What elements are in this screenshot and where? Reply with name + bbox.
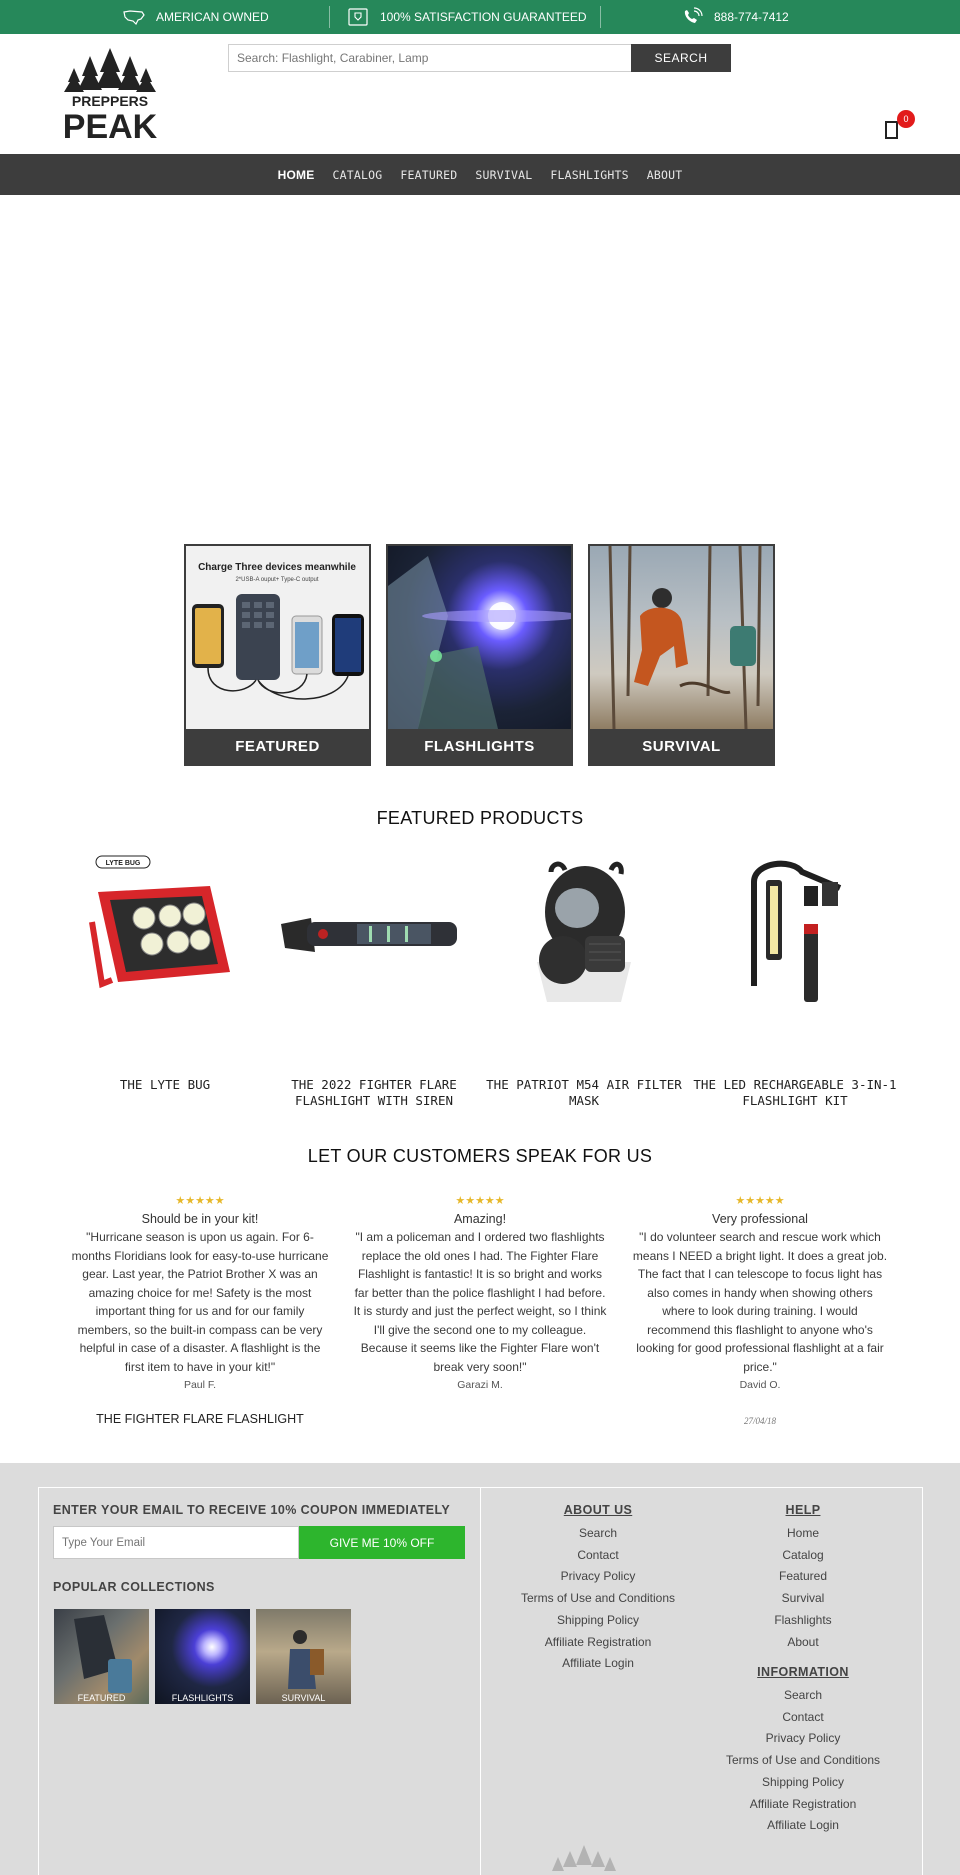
- guarantee-notice: [346, 0, 587, 34]
- email-signup-form: [53, 1526, 465, 1559]
- cart-count-badge: 0: [897, 110, 915, 128]
- review-text: "Hurricane season is upon us again. For 6-months Floridians look for easy-to-use hurricane gear. Last year, the Patriot Brother X was an amazing choice for me! Safety is the most important thing for us and for our family members, so the built-in compass can be very helpful in case of a disaster. A flashlight is the first item to have in your kit!": [71, 1230, 329, 1374]
- product-name[interactable]: THE LYTE BUG: [119, 1077, 211, 1092]
- lyte-bug-image[interactable]: [62, 852, 268, 1012]
- image-headline: Charge Three devices meanwhile: [198, 562, 356, 573]
- main-nav: [0, 154, 960, 195]
- collection-label: SURVIVAL: [281, 1693, 326, 1703]
- product-name[interactable]: THE LED RECHARGEABLE 3-IN-1 FLASHLIGHT KIT: [693, 1077, 897, 1108]
- email-coupon-heading: ENTER YOUR EMAIL TO RECEIVE 10% COUPON IMMEDIATELY: [53, 1503, 451, 1517]
- nav-item-flashlights[interactable]: FLASHLIGHTS: [550, 167, 629, 182]
- category-tile-featured[interactable]: [184, 544, 371, 766]
- reviewed-product-link[interactable]: THE FIGHTER FLARE FLASHLIGHT: [96, 1412, 304, 1426]
- category-tile-survival[interactable]: [588, 544, 775, 766]
- search-button[interactable]: SEARCH: [631, 44, 731, 72]
- footer-link-shipping[interactable]: Shipping Policy: [556, 1612, 640, 1627]
- topbar-divider: [600, 6, 601, 28]
- review-card: [350, 1194, 610, 1391]
- review-date: 27/04/18: [743, 1416, 776, 1426]
- topbar-divider: [329, 6, 330, 28]
- category-label: SURVIVAL: [642, 738, 721, 755]
- led-kit-image[interactable]: [692, 852, 898, 1012]
- star-rating: ★★★★★: [175, 1195, 225, 1207]
- review-title: Should be in your kit!: [141, 1212, 259, 1226]
- usa-map-icon: [122, 7, 146, 27]
- footer-link-privacy[interactable]: Privacy Policy: [560, 1569, 636, 1584]
- footer-link-contact[interactable]: Contact: [782, 1709, 824, 1724]
- review-text: "I am a policeman and I ordered two flashlights replace the old ones I had. The Fighter Flare Flashlight is fantastic! It is so bright and works far better than the police flashlight I had before. It is sturdy and just the perfect weight, so I think I'll give the second one to my colleague. Because it seems like the Fighter Flare won't break very soon!": [353, 1230, 607, 1374]
- footer-link-catalog[interactable]: Catalog: [782, 1547, 824, 1562]
- logo-text-top: PREPPERS: [71, 93, 149, 109]
- footer-link-affiliate-registration[interactable]: Affiliate Registration: [544, 1634, 652, 1649]
- hero-banner-area: [0, 195, 960, 535]
- information-links: [698, 1665, 908, 1837]
- footer-link-contact[interactable]: Contact: [577, 1547, 619, 1562]
- about-us-heading: ABOUT US: [563, 1503, 633, 1517]
- information-heading: INFORMATION: [757, 1665, 849, 1679]
- review-author: Paul F.: [183, 1379, 217, 1391]
- guarantee-text: 100% SATISFACTION GUARANTEED: [380, 10, 587, 24]
- brand-logo-text: LYTE BUG: [105, 860, 141, 867]
- footer-trees-logo: [546, 1845, 622, 1875]
- footer-link-featured[interactable]: Featured: [778, 1569, 828, 1584]
- collection-thumb-survival[interactable]: [256, 1609, 351, 1704]
- footer-link-terms[interactable]: Terms of Use and Conditions: [520, 1591, 676, 1606]
- review-title: Amazing!: [453, 1212, 507, 1226]
- phone-icon: [680, 7, 704, 27]
- footer-link-affiliate-registration[interactable]: Affiliate Registration: [749, 1796, 857, 1811]
- fighter-flare-image[interactable]: [271, 852, 477, 1012]
- footer-link-search[interactable]: Search: [578, 1526, 618, 1540]
- category-tile-flashlights[interactable]: [386, 544, 573, 766]
- survival-image: [590, 546, 773, 729]
- product-name[interactable]: THE 2022 FIGHTER FLARE FLASHLIGHT WITH SIREN: [291, 1077, 457, 1108]
- site-header: [0, 34, 960, 154]
- footer-link-shipping[interactable]: Shipping Policy: [761, 1774, 845, 1789]
- top-info-bar: [0, 0, 960, 34]
- gas-mask-image[interactable]: [481, 852, 687, 1012]
- footer-link-survival[interactable]: Survival: [781, 1591, 825, 1606]
- collection-thumb-flashlights[interactable]: [155, 1609, 250, 1704]
- footer-link-search[interactable]: Search: [783, 1688, 823, 1702]
- coupon-submit-button[interactable]: GIVE ME 10% OFF: [299, 1526, 465, 1559]
- nav-item-home[interactable]: HOME: [277, 167, 315, 182]
- american-owned-text: AMERICAN OWNED: [156, 10, 269, 24]
- star-rating: ★★★★★: [455, 1195, 505, 1207]
- category-label: FEATURED: [235, 738, 320, 755]
- power-bank-image: [186, 546, 369, 729]
- footer-link-privacy[interactable]: Privacy Policy: [765, 1731, 841, 1746]
- review-card: [630, 1194, 890, 1391]
- phone-number[interactable]: 888-774-7412: [714, 10, 789, 24]
- review-text: "I do volunteer search and rescue work which means I NEED a bright light. It does a great job. The fact that I can telescope to focus light has also comes in handy when showing others where to look during training. I would recommend this flashlight to anyone who's looking for good professional flashlight at a fair price.": [632, 1230, 888, 1374]
- footer-link-affiliate-login[interactable]: Affiliate Login: [767, 1818, 839, 1833]
- collection-label: FLASHLIGHTS: [171, 1693, 234, 1703]
- star-rating: ★★★★★: [735, 1195, 785, 1207]
- review-card: [70, 1194, 330, 1391]
- help-heading: HELP: [785, 1503, 821, 1517]
- about-us-links: [493, 1503, 703, 1675]
- footer-link-terms[interactable]: Terms of Use and Conditions: [725, 1753, 881, 1768]
- featured-products-heading: FEATURED PRODUCTS: [376, 808, 584, 828]
- nav-item-catalog[interactable]: CATALOG: [332, 167, 383, 182]
- popular-collections-heading: POPULAR COLLECTIONS: [53, 1580, 215, 1594]
- logo-text-bottom: PEAK: [62, 108, 158, 142]
- search-input[interactable]: [228, 44, 631, 72]
- preppers-peak-logo[interactable]: [60, 46, 160, 142]
- footer-link-affiliate-login[interactable]: Affiliate Login: [562, 1656, 634, 1671]
- review-author: David O.: [739, 1379, 781, 1391]
- nav-item-featured[interactable]: FEATURED: [400, 167, 458, 182]
- headlamp-image: [388, 546, 571, 729]
- image-subline: 2*USB-A ouput+ Type-C output: [235, 577, 319, 583]
- collection-thumb-featured[interactable]: [54, 1609, 149, 1704]
- nav-item-about[interactable]: ABOUT: [646, 167, 683, 182]
- footer-divider: [480, 1487, 481, 1875]
- help-links: [698, 1503, 908, 1653]
- search-bar: [228, 44, 731, 72]
- guarantee-badge-icon: [346, 7, 370, 27]
- footer-link-flashlights[interactable]: Flashlights: [774, 1612, 832, 1627]
- footer-link-home[interactable]: Home: [786, 1526, 819, 1540]
- review-author: Garazi M.: [457, 1379, 503, 1391]
- email-field[interactable]: [53, 1526, 299, 1559]
- collection-label: FEATURED: [77, 1693, 126, 1703]
- category-label: FLASHLIGHTS: [424, 738, 535, 755]
- review-title: Very professional: [712, 1212, 808, 1226]
- nav-item-survival[interactable]: SURVIVAL: [475, 167, 533, 182]
- reviews-heading: LET OUR CUSTOMERS SPEAK FOR US: [307, 1146, 653, 1166]
- phone-link[interactable]: [680, 0, 789, 34]
- footer-link-about[interactable]: About: [787, 1634, 819, 1649]
- product-name[interactable]: THE PATRIOT M54 AIR FILTER MASK: [486, 1077, 682, 1108]
- american-owned-notice: [122, 0, 269, 34]
